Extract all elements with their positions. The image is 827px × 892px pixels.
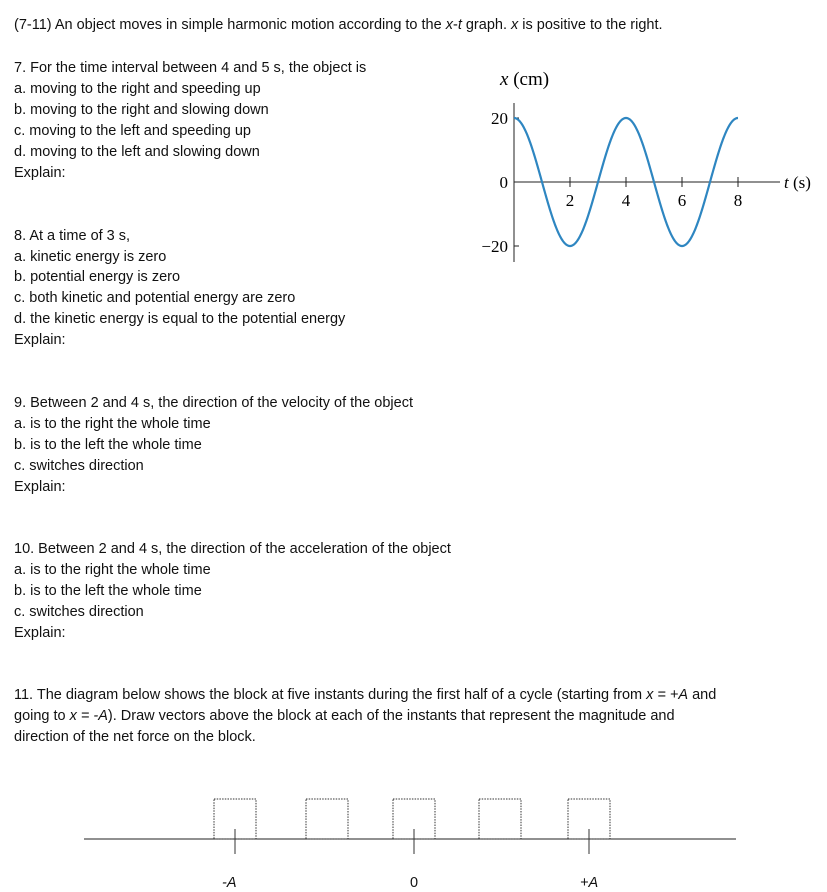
- question-7-option-c[interactable]: c. moving to the left and speeding up: [14, 123, 251, 139]
- y-tick-label: 20: [491, 109, 508, 128]
- block-diagram: [0, 760, 827, 892]
- question-10-option-c[interactable]: c. switches direction: [14, 604, 144, 620]
- question-9-option-b[interactable]: b. is to the left the whole time: [14, 437, 202, 453]
- question-10-option-b[interactable]: b. is to the left the whole time: [14, 583, 202, 599]
- y-tick-label: 0: [499, 173, 508, 192]
- question-8-option-c[interactable]: c. both kinetic and potential energy are zero: [14, 290, 296, 306]
- question-7-option-a[interactable]: a. moving to the right and speeding up: [14, 81, 261, 97]
- question-11-line-3: direction of the net force on the block.: [14, 729, 256, 745]
- xt-graph: [470, 60, 820, 270]
- y-axis-label: [499, 69, 549, 90]
- y-axis-label-var: x: [500, 69, 509, 90]
- question-8-option-b[interactable]: b. potential energy is zero: [14, 269, 181, 285]
- x-tick-label: 8: [733, 191, 743, 210]
- block-3: [393, 799, 435, 854]
- question-9-explain: Explain:: [14, 479, 66, 495]
- block-1: [214, 799, 256, 854]
- y-tick-label: −20: [481, 237, 508, 256]
- question-9-stem: 9. Between 2 and 4 s, the direction of the velocity of the object: [14, 395, 413, 411]
- block-4-outline: [479, 799, 521, 839]
- x-tick-label: 2: [565, 191, 575, 210]
- x-tick-label: 6: [677, 191, 687, 210]
- label-zero: 0: [410, 875, 419, 891]
- x-tick-label: 4: [621, 191, 631, 210]
- worksheet-header: (7-11) An object moves in simple harmonic motion according to the x-t graph. x is positive to the right.: [14, 17, 663, 33]
- label-minus-a: -A: [222, 875, 237, 891]
- question-8-explain: Explain:: [14, 332, 66, 348]
- question-10-option-a[interactable]: a. is to the right the whole time: [14, 562, 211, 578]
- question-11-line-2: going to x = -A). Draw vectors above the block at each of the instants that represent the magnitude and: [14, 708, 675, 724]
- question-8-option-a[interactable]: a. kinetic energy is zero: [14, 249, 167, 265]
- question-10-explain: Explain:: [14, 625, 66, 641]
- question-9-option-a[interactable]: a. is to the right the whole time: [14, 416, 211, 432]
- block-2: [306, 799, 348, 839]
- block-5: [568, 799, 610, 854]
- x-axis-label: [784, 173, 811, 192]
- question-7-stem: 7. For the time interval between 4 and 5 s, the object is: [14, 60, 367, 76]
- question-9-option-c[interactable]: c. switches direction: [14, 458, 144, 474]
- question-7-option-b[interactable]: b. moving to the right and slowing down: [14, 102, 269, 118]
- question-7-explain: Explain:: [14, 165, 66, 181]
- y-axis-label-unit: (cm): [513, 69, 550, 90]
- block-2-outline: [306, 799, 348, 839]
- question-7-option-d[interactable]: d. moving to the left and slowing down: [14, 144, 260, 160]
- question-8-stem: 8. At a time of 3 s,: [14, 228, 131, 244]
- question-10-stem: 10. Between 2 and 4 s, the direction of the acceleration of the object: [14, 541, 451, 557]
- label-plus-a: +A: [580, 875, 599, 891]
- question-11-line-1: 11. The diagram below shows the block at five instants during the first half of a cycle (starting from x = +A and: [14, 687, 717, 703]
- question-8-option-d[interactable]: d. the kinetic energy is equal to the potential energy: [14, 311, 346, 327]
- block-4: [479, 799, 521, 839]
- x-axis-label-var: t: [784, 173, 789, 192]
- x-axis-label-unit: (s): [792, 173, 811, 192]
